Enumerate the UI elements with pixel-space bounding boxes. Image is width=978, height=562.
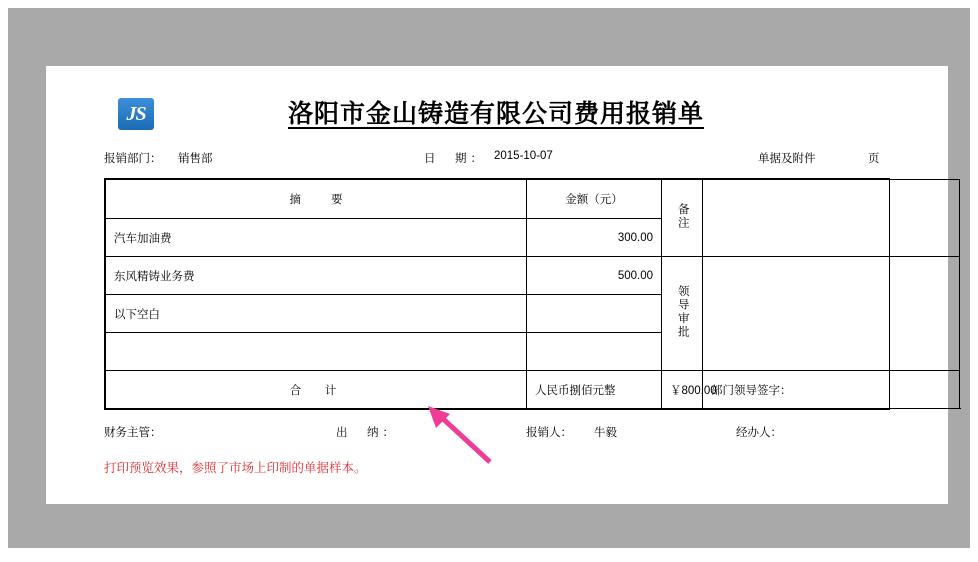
row-description: 以下空白 xyxy=(106,295,527,333)
attachment-label: 单据及附件 xyxy=(758,153,816,165)
document-paper xyxy=(46,66,948,504)
expense-table xyxy=(104,178,890,410)
table-total-row xyxy=(106,371,960,409)
total-label: 合 计 xyxy=(106,371,527,409)
signature-row xyxy=(46,424,948,444)
header-amount: 金额（元） xyxy=(527,180,662,219)
finance-label: 财务主管： xyxy=(104,427,162,439)
header-remark xyxy=(662,180,703,257)
approval-cell xyxy=(662,257,703,371)
preview-background xyxy=(8,8,970,548)
claimant-label: 报销人： xyxy=(526,427,572,439)
header-remark-text: 备注 xyxy=(676,203,689,230)
dept-leader-sign-label: 部门领导签字： xyxy=(703,371,960,409)
row-amount xyxy=(527,333,662,371)
table-header-row xyxy=(106,180,960,219)
company-logo: JS xyxy=(118,98,154,130)
handler-label: 经办人： xyxy=(736,427,782,439)
page-label: 页 xyxy=(868,153,880,165)
date-label: 日 期： xyxy=(424,153,486,165)
annotation-note: 打印预览效果，参照了市场上印制的单据样本。 xyxy=(104,460,367,475)
dept-value: 销售部 xyxy=(178,153,213,165)
document-header xyxy=(46,66,948,126)
dept-label: 报销部门： xyxy=(104,153,162,165)
row-amount: 300.00 xyxy=(527,219,662,257)
document-meta xyxy=(46,150,948,170)
document-title: 洛阳市金山铸造有限公司费用报销单 xyxy=(287,99,704,128)
row-description xyxy=(106,333,527,371)
total-text: 人民币捌佰元整 xyxy=(527,371,662,409)
total-amount: ￥800.00 xyxy=(662,371,703,409)
date-value: 2015-10-07 xyxy=(494,150,553,162)
approval-blank xyxy=(703,257,960,371)
remark-blank-top xyxy=(703,180,960,257)
row-description: 东风精铸业务费 xyxy=(106,257,527,295)
table-row xyxy=(106,257,960,295)
row-description: 汽车加油费 xyxy=(106,219,527,257)
row-amount: 500.00 xyxy=(527,257,662,295)
row-amount xyxy=(527,295,662,333)
approval-text: 领导审批 xyxy=(676,285,689,339)
claimant-value: 牛毅 xyxy=(594,427,617,439)
cashier-label: 出 纳： xyxy=(336,427,398,439)
header-description: 摘要 xyxy=(106,180,527,219)
